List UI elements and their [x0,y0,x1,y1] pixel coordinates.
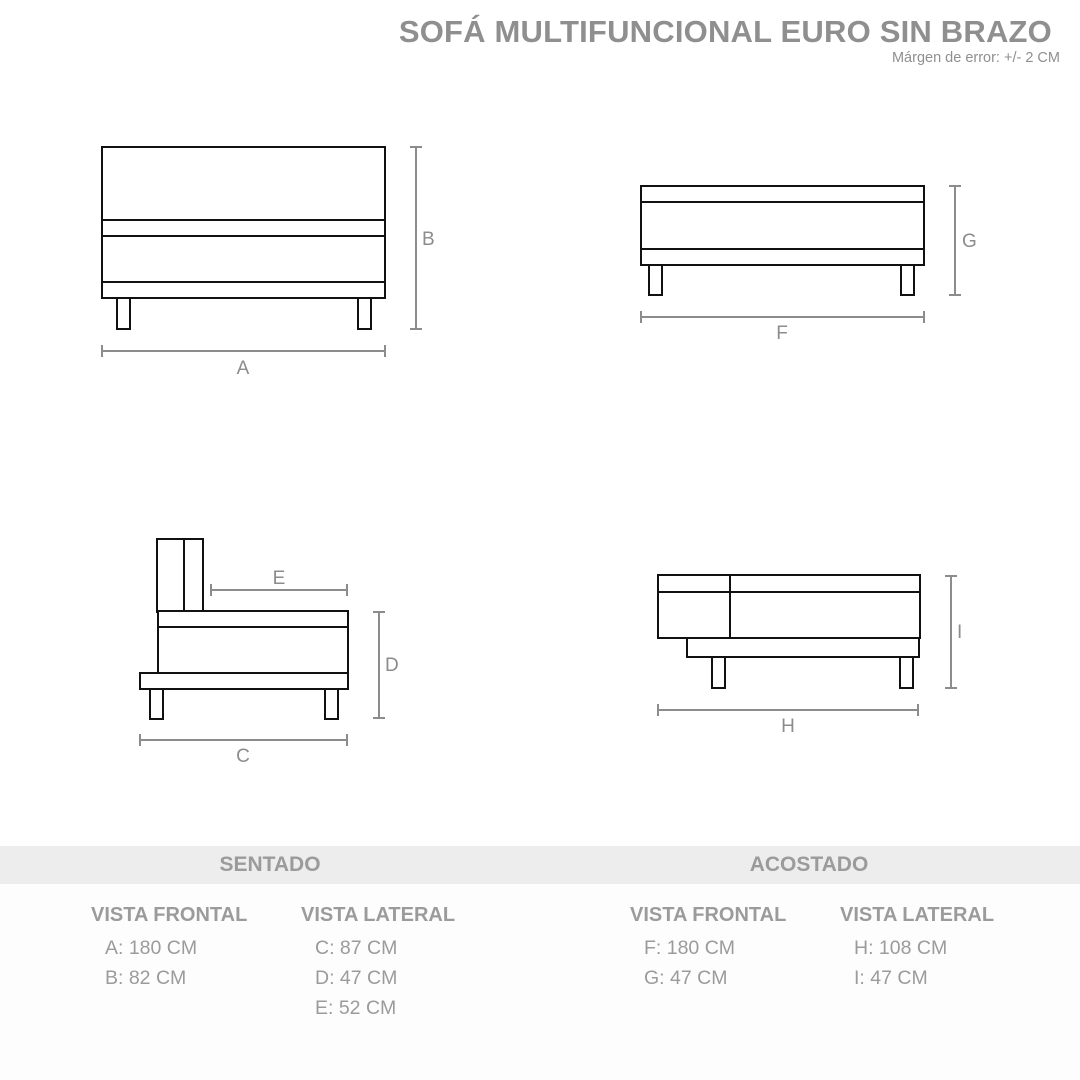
dimension-label-c: C [236,746,250,767]
dimension-label-f: F [776,323,788,344]
acostado-lateral-column [840,904,994,993]
acostado-frontal-column [630,904,786,993]
page-title: SOFÁ MULTIFUNCIONAL EURO SIN BRAZO [398,14,1052,49]
dimension-d [373,612,399,718]
measurement-h: H: 108 CM [854,937,948,959]
measurement-b: B: 82 CM [105,967,187,989]
column-heading: VISTA FRONTAL [91,904,248,926]
sofa-side-view-reclined [658,575,920,688]
measurements-panel [0,846,1080,1080]
sofa-front-view-seated [102,147,385,329]
dimension-i [945,576,962,688]
dimension-e [211,568,347,596]
dimension-label-a: A [236,358,250,379]
dimension-label-i: I [957,622,963,643]
dimension-label-b: B [422,229,435,250]
column-heading: VISTA FRONTAL [630,904,787,926]
dimension-a [102,345,385,379]
measurement-e: E: 52 CM [315,997,397,1019]
measurement-g: G: 47 CM [644,967,728,989]
section-title-acostado: ACOSTADO [749,853,869,876]
measurement-d: D: 47 CM [315,967,398,989]
measurement-i: I: 47 CM [854,967,928,989]
error-margin-note: Márgen de error: +/- 2 CM [891,50,1060,66]
dimension-label-e: E [272,568,286,589]
dimension-label-g: G [962,231,977,252]
dimension-c [140,734,347,767]
section-title-sentado: SENTADO [219,853,321,876]
measurement-a: A: 180 CM [105,937,198,959]
sofa-front-view-reclined [641,186,924,295]
column-heading: VISTA LATERAL [840,904,995,926]
dimension-f [641,311,924,344]
sentado-frontal-column [91,904,247,993]
measurement-f: F: 180 CM [644,937,736,959]
sentado-lateral-column [301,904,455,1023]
dimension-b [410,147,435,329]
dimension-label-h: H [781,716,795,737]
dimension-g [949,186,977,295]
measurement-c: C: 87 CM [315,937,398,959]
dimension-label-d: D [385,655,399,676]
section-header-band [0,846,1080,884]
column-heading: VISTA LATERAL [301,904,456,926]
dimension-h [658,704,918,737]
sofa-side-view-seated [140,539,348,719]
